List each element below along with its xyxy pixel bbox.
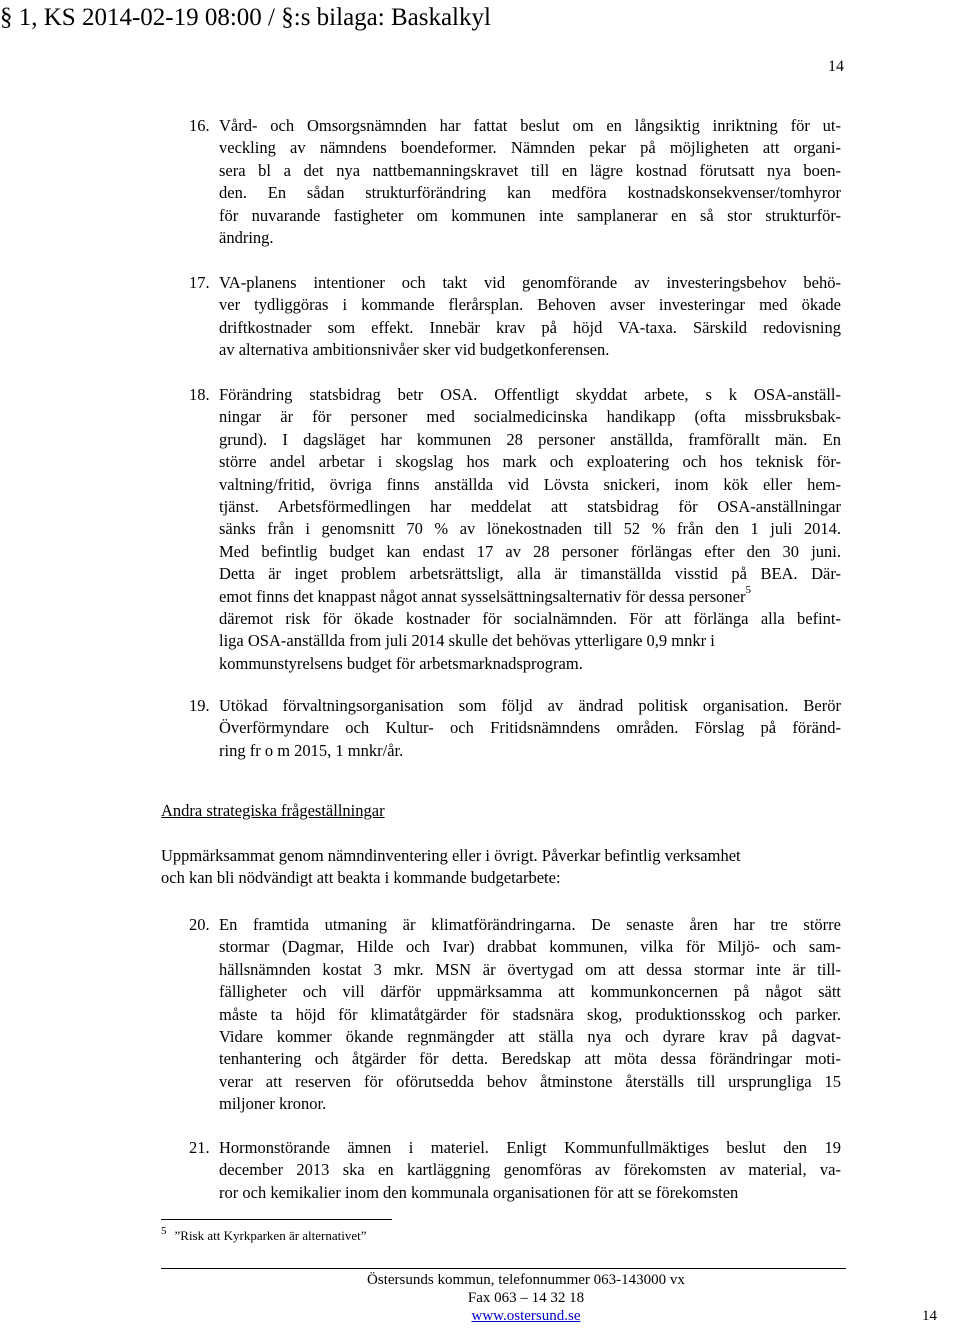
- list-item-17: [189, 272, 841, 362]
- list-item-20: [189, 914, 841, 1116]
- text-line: ändring.: [219, 228, 274, 248]
- text-line: däremot risk för ökade kostnader för socialnämnden. För att förlänga alla befint-: [219, 609, 841, 629]
- page-header-title: § 1, KS 2014-02-19 08:00 / §:s bilaga: Baskalkyl: [0, 4, 491, 31]
- text-line: ver tydliggöras i kommande flerårsplan. Behoven avser investeringar med ökade: [219, 295, 841, 315]
- text-line: tjänst. Arbetsförmedlingen har meddelat att statsbidrag för OSA-anställningar: [219, 497, 841, 517]
- footnote-divider: [161, 1219, 392, 1220]
- text-line: veckling av nämndens boendeformer. Nämnden pekar på möjligheten att organi-: [219, 138, 841, 158]
- footnote-text: ”Risk att Kyrkparken är alternativet”: [174, 1228, 367, 1243]
- list-item-21: [189, 1137, 841, 1204]
- text-line: Överförmyndare och Kultur- och Fritidsnämndens områden. Förslag på föränd-: [219, 718, 841, 738]
- text-line: driftkostnader som effekt. Innebär krav på höjd VA-taxa. Särskild redovisning: [219, 317, 841, 337]
- footnote-reference[interactable]: 5: [745, 584, 751, 597]
- footer-divider: [161, 1268, 846, 1269]
- text-line: verar att reserven för oförutsedda behov åtminstone återställs till ursprungliga 15: [219, 1071, 841, 1091]
- text-line: Med befintlig budget kan endast 17 av 28 personer förlängas efter den 30 juni.: [219, 541, 841, 561]
- text-line: den. En sådan strukturförändring kan medföra kostnadskonsekvenser/tomhyror: [219, 183, 841, 203]
- text-line: och kan bli nödvändigt att beakta i kommande budgetarbete:: [161, 868, 561, 888]
- item-number: 20.: [189, 915, 210, 934]
- section-intro: [161, 845, 841, 890]
- text-line: ningar är för personer med socialmedicinska handikapp (ofta missbruksbak-: [219, 407, 841, 427]
- text-line: Vård- och Omsorgsnämnden har fattat beslut om en långsiktig inriktning för ut-: [219, 116, 841, 135]
- list-item-18: [189, 384, 841, 675]
- text-line: av alternativa ambitionsnivåer sker vid budgetkonferensen.: [219, 340, 610, 360]
- text-line: ror och kemikalier inom den kommunala organisationen för att se förekomsten: [219, 1182, 739, 1202]
- text-line: Utökad förvaltningsorganisation som följd av ändrad politisk organisation. Berör: [219, 696, 841, 715]
- text-line: VA-planens intentioner och takt vid genomförande av investeringsbehov behö-: [219, 273, 841, 292]
- item-number: 17.: [189, 273, 210, 292]
- list-item-19: [189, 695, 841, 762]
- text-line: Hormonstörande ämnen i materiel. Enligt Kommunfullmäktiges beslut den 19: [219, 1138, 841, 1157]
- text-line: större andel arbetar i skogslag hos mark och exploatering och hos teknisk för-: [219, 452, 841, 472]
- item-number: 21.: [189, 1138, 210, 1157]
- text-line: En framtida utmaning är klimatförändringarna. De senaste åren har tre större: [219, 915, 841, 934]
- text-line: Uppmärksammat genom nämndinventering eller i övrigt. Påverkar befintlig verksamhet: [161, 846, 741, 865]
- text-line: grund). I dagsläget har kommunen 28 personer anställda, framförallt män. En: [219, 429, 841, 449]
- text-line: [219, 586, 841, 608]
- list-item-16: [189, 115, 841, 249]
- text-line: Detta är inget problem arbetsrättsligt, alla är timanställda visstid på BEA. Där-: [219, 564, 841, 584]
- website-link[interactable]: www.ostersund.se: [471, 1308, 581, 1324]
- footer-link-row: [161, 1308, 891, 1325]
- text-line: för nuvarande fastigheter om kommunen inte samplanerar en så stor strukturför-: [219, 205, 841, 225]
- text-line: valtning/fritid, övriga finns anställda vid Lövsta snickeri, inom kök eller hem-: [219, 474, 841, 494]
- text-line: sänks från i genomsnitt 70 % av lönekostnaden till 52 % från den 1 juli 2014.: [219, 519, 841, 539]
- text-line: Förändring statsbidrag betr OSA. Offentligt skyddat arbete, s k OSA-anställ-: [219, 385, 841, 404]
- footnote: [161, 1225, 367, 1244]
- text-line: måste ta höjd för klimatåtgärder för stadsnära skog, produktionsskog och parker.: [219, 1004, 841, 1024]
- page-number-top: 14: [828, 58, 844, 75]
- item-number: 19.: [189, 696, 210, 715]
- footnote-number: 5: [161, 1225, 167, 1237]
- item-number: 16.: [189, 116, 210, 135]
- page-number-bottom: 14: [922, 1308, 937, 1324]
- section-heading: Andra strategiska frågeställningar: [161, 801, 385, 820]
- text-line: miljoner kronor.: [219, 1094, 327, 1114]
- text-line: fälligheter och vill därför uppmärksamma att kommunkoncernen på något sätt: [219, 982, 841, 1002]
- text-line: sera bl a det nya nattbemanningskravet till en lägre kostnad förutsatt nya boen-: [219, 160, 841, 180]
- footer-address: Östersunds kommun, telefonnummer 063-143000 vx: [367, 1272, 685, 1288]
- text-line: kommunstyrelsens budget för arbetsmarknadsprogram.: [219, 653, 583, 673]
- text-line: hällsnämnden kostat 3 mkr. MSN är övertygad om att dessa stormar inte är till-: [219, 959, 841, 979]
- footer-fax: Fax 063 – 14 32 18: [467, 1290, 585, 1306]
- text-line-content: emot finns det knappast något annat sysselsättningsalternativ för dessa personer: [219, 586, 746, 606]
- text-line: ring fr o m 2015, 1 mnkr/år.: [219, 740, 404, 760]
- text-line: Vidare kommer ökande regnmängder att ställa nya och dyrare krav på dagvat-: [219, 1027, 841, 1047]
- text-line: december 2013 ska en kartläggning genomföras av förekomsten av material, va-: [219, 1160, 841, 1180]
- text-line: tenhantering och åtgärder för detta. Beredskap att möta dessa förändringar moti-: [219, 1049, 841, 1069]
- text-line: stormar (Dagmar, Hilde och Ivar) drabbat kommunen, vilka för Miljö- och sam-: [219, 937, 841, 957]
- item-number: 18.: [189, 385, 210, 404]
- text-line: liga OSA-anställda from juli 2014 skulle det behövas ytterligare 0,9 mnkr i: [219, 631, 715, 651]
